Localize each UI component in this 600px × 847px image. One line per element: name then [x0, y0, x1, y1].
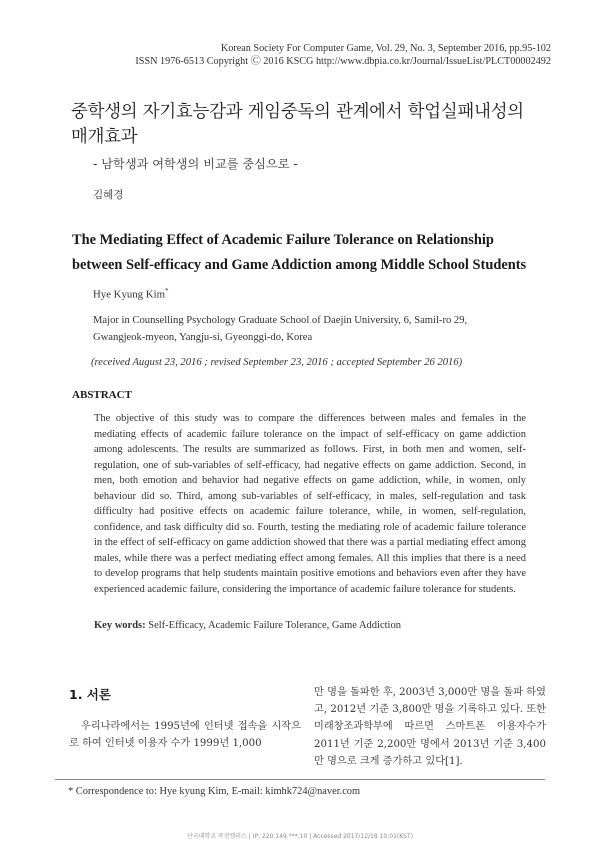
affiliation-line: Gwangjeok-myeon, Yangju-si, Gyeonggi-do, Korea [93, 331, 313, 343]
keywords [94, 620, 401, 631]
section-heading: 1. 서론 [69, 687, 111, 702]
journal-citation: Korean Society For Computer Game, Vol. 29, No. 3, September 2016, pp.95-102 [220, 43, 551, 54]
english-author [93, 287, 168, 301]
abstract-body: The objective of this study was to compare the differences between males and females in the mediating effects of academic failure tolerance on the impact of self-efficacy on game addiction among adolescents. The results are summarized as follows. First, in both men and women, self-regulation, one of sub-variables of self-efficacy, had negative effects on game addiction. Second, in men, both emotion and behavior had negative effects on game addiction, while, in women, only behaviour did so. Third, among sub-variables of self-efficacy, in males, self-regulation and task difficulty had positive effects on academic failure tolerance, while, in women, self-regulation, confidence, and task difficulty did so. Fourth, testing the mediating role of academic failure tolerance in the effect of self-efficacy on game addiction showed that there was a partial mediating effect among males, while there was a perfect mediating effect among females. All this implies that there is a need to develop programs that help students maintain positive emotions and behaviors even after they have experienced academic failure, considering the importance of academic failure tolerance for students. [94, 413, 526, 596]
body-column-right: 만 명을 돌파한 후, 2003년 3,000만 명을 돌파 하였고, 2012년 기준 3,800만 명을 기록하고 있다. 또한 미래창조과학부에 따르면 스마트폰 이용자수가 2011년 기준 2,200만 명에서 2013년 기준 3,400만 명으로 크게 증가하고 있다[1]. [314, 687, 546, 767]
keywords-list: Self-Efficacy, Academic Failure Tolerance, Game Addiction [148, 620, 401, 631]
footnote-divider [55, 779, 545, 780]
access-watermark: 단국대학교 죽전캠퍼스 | IP: 220.149.***.10 | Accessed 2017/12/18 10:01(KST) [187, 833, 413, 840]
author-name: Hye Kyung Kim [93, 288, 165, 301]
submission-dates: (received August 23, 2016 ; revised September 23, 2016 ; accepted September 26 2016) [91, 357, 463, 368]
korean-subtitle: - 남학생과 여학생의 비교를 중심으로 - [93, 157, 298, 171]
journal-issn: ISSN 1976-6513 Copyright Ⓒ 2016 KSCG http://www.dbpia.co.kr/Journal/IssueList/PLCT00002492 [135, 56, 551, 67]
korean-title: 중학생의 자기효능감과 게임중독의 관계에서 학업실패내성의 매개효과 [71, 102, 524, 147]
body-column-left: 우리나라에서는 1995년에 인터넷 접속을 시작으로 하여 인터넷 이용자 수가 1999년 1,000 [69, 721, 301, 750]
abstract-heading: ABSTRACT [72, 389, 132, 401]
korean-author: 김혜경 [93, 189, 124, 201]
english-title: The Mediating Effect of Academic Failure Tolerance on Relationship between Self-efficacy and Game Addiction among Middle School Students [72, 232, 527, 273]
author-mark: * [164, 287, 169, 295]
affiliation [93, 313, 523, 346]
correspondence-footnote: * Correspondence to: Hye kyung Kim, E-mail: kimhk724@naver.com [68, 786, 361, 797]
keywords-label: Key words: [94, 620, 146, 631]
affiliation-line: Major in Counselling Psychology Graduate School of Daejin University, 6, Samil-ro 29, [93, 315, 468, 326]
